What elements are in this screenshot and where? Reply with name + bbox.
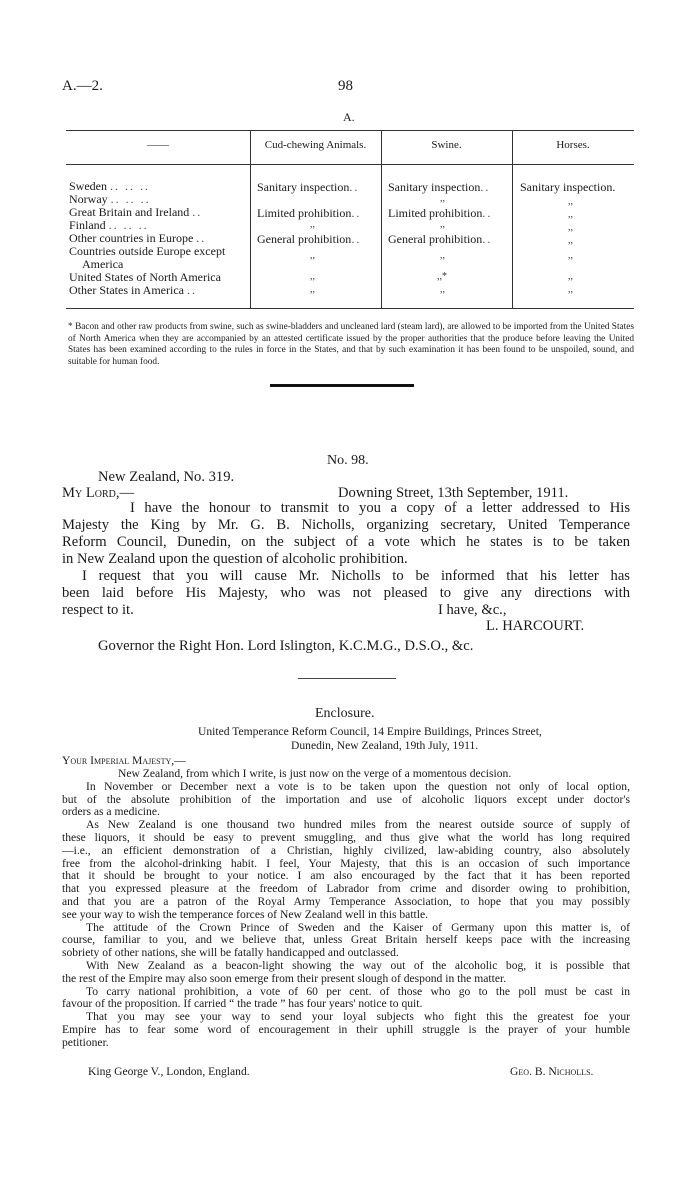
letter-closing: I have, &c., [438, 602, 507, 618]
enclosure-line: and that you are a patron of the Royal Army Temperance Association, to hope that you may possibly [62, 894, 630, 908]
enclosure-line: favour of the proposition. If carried “ the trade ” has four years' notice to quit. [62, 997, 423, 1011]
enclosure-line: New Zealand, from which I write, is just now on the verge of a momentous decision. [118, 767, 512, 780]
enclosure-line: petitioner. [62, 1035, 109, 1049]
enclosure-address: Dunedin, New Zealand, 19th July, 1911. [291, 739, 479, 752]
table-cell-cud: ,, [310, 284, 315, 295]
letter-text-line: Majesty the King by Mr. G. B. Nicholls, organizing secretary, United Temperance [62, 517, 630, 533]
table-cell-swine: ,,* [437, 271, 447, 282]
table-cell-cud: ,, [310, 271, 315, 282]
table-cell-horses: ,, [568, 250, 573, 261]
table-top-rule [66, 130, 634, 131]
table-cell-horses: ,, [568, 271, 573, 282]
letter-reference: New Zealand, No. 319. [98, 469, 235, 485]
enclosure-salutation: Your Imperial Majesty,— [62, 754, 186, 767]
table-cell-swine: ,, [440, 219, 445, 230]
table-cell-swine: Sanitary inspection.. [388, 180, 491, 194]
enclosure-line: With New Zealand as a beacon-light showing the way out of the alcoholic bog, it is possible that [86, 958, 630, 972]
letter-text-line: in New Zealand upon the question of alcoholic prohibition. [62, 551, 408, 567]
table-row-label: Norway .. .. .. [69, 192, 151, 206]
table-cell-cud: ,, [310, 219, 315, 230]
enclosure-line: free from the alcohol-drinking habit. I feel, Your Majesty, that this is an occasion of such importance [62, 856, 630, 870]
table-row-label: Other States in America .. [69, 283, 197, 297]
document-reference: A.—2. [62, 78, 103, 94]
section-divider [270, 384, 414, 387]
table-cell-cud: ,, [310, 250, 315, 261]
enclosure-line: That you may see your way to send your loyal subjects who fight this the greatest foe your [86, 1010, 630, 1024]
letter-number: No. 98. [327, 453, 369, 468]
letter-text-line: been laid before His Majesty, who was not pleased to give any directions with [62, 585, 630, 601]
enclosure-line: sobriety of other nations, she will be fatally handicapped and outclassed. [62, 946, 399, 960]
table-cell-swine: General prohibition.. [388, 232, 493, 246]
table-cell-cud: General prohibition.. [257, 232, 362, 246]
letter-text-line: respect to it. [62, 602, 134, 618]
table-header-horses: Horses. [556, 139, 590, 151]
table-cell-horses: ,, [568, 196, 573, 207]
table-header-cud-chewing: Cud-chewing Animals. [264, 139, 367, 151]
enclosure-line: The attitude of the Crown Prince of Sweden and the Kaiser of Germany upon this matter is, of [86, 920, 630, 934]
enclosure-line: see your way to wish the temperance forces of New Zealand well in this battle. [62, 907, 429, 921]
table-column-divider [250, 130, 251, 308]
letter-place-date: Downing Street, 13th September, 1911. [338, 485, 569, 501]
table-cell-horses: ,, [568, 235, 573, 246]
table-cell-cud: Sanitary inspection.. [257, 180, 360, 194]
enclosure-signature: Geo. B. Nicholls. [510, 1065, 594, 1078]
enclosure-line: but of the absolute prohibition of the importation and use of alcoholic liquors except under doctor's [62, 792, 630, 806]
table-cell-horses: ,, [568, 222, 573, 233]
enclosure-line: orders as a medicine. [62, 805, 160, 819]
table-cell-horses: ,, [568, 209, 573, 220]
table-cell-horses: Sanitary inspection. [520, 180, 616, 194]
table-row-label: Countries outside Europe except [69, 244, 226, 258]
table-row-label-continued: America [82, 257, 124, 271]
enclosure-line: —i.e., an efficient demonstration of a Christian, highly civilized, law-abiding country, also absolutely [62, 843, 630, 857]
table-bottom-rule [66, 308, 634, 309]
table-cell-horses: ,, [568, 284, 573, 295]
page-number: 98 [338, 78, 353, 94]
table-row-label: Finland .. .. .. [69, 218, 149, 232]
enclosure-recipient: King George V., London, England. [88, 1065, 250, 1078]
letter-text-line: I request that you will cause Mr. Nicholls to be informed that his letter has [82, 568, 630, 584]
table-column-divider [381, 130, 382, 308]
enclosure-line: Empire has to fear some word of encouragement in their uphill struggle is the prayer of your humble [62, 1022, 630, 1036]
enclosure-address: United Temperance Reform Council, 14 Empire Buildings, Princes Street, [198, 725, 542, 738]
enclosure-line: To carry national prohibition, a vote of 60 per cent. of those who go to the poll must be cast in [86, 984, 630, 998]
letter-salutation: My Lord,— [62, 485, 135, 501]
table-cell-swine: Limited prohibition.. [388, 206, 493, 220]
letter-text-line: Reform Council, Dunedin, on the subject of a vote which he states is to be taken [62, 534, 630, 550]
letter-text-line: I have the honour to transmit to you a copy of a letter addressed to His [130, 500, 630, 516]
enclosure-line: course, familiar to you, and we believe that, unless Great Britain herself keeps pace with the increasing [62, 933, 630, 947]
table-row-label: United States of North America [69, 270, 221, 284]
table-row-label: Great Britain and Ireland .. [69, 205, 203, 219]
enclosure-line: that it should be brought to your notice. I am also encouraged by the fact that it has been reported [62, 869, 630, 883]
enclosure-line: In November or December next a vote is to be taken upon the question not only of local option, [86, 779, 630, 793]
enclosure-line: that you expressed pleasure at the freedom of Labrador from crime and disorder owing to prohibition, [62, 882, 630, 896]
table-row-label: Sweden .. .. .. [69, 179, 150, 193]
enclosure-line: the rest of the Empire may also soon emerge from their present slough of despond in the matter. [62, 971, 507, 985]
enclosure-line: these liquors, it should be easy to prevent smuggling, and thus give what the world has long required [62, 830, 630, 844]
table-row-label: Other countries in Europe .. [69, 231, 207, 245]
table-column-divider [512, 130, 513, 308]
letter-signature: L. HARCOURT. [486, 618, 585, 634]
table-footnote: * Bacon and other raw products from swine, such as swine-bladders and uncleaned lard (steam lard), are allowed to be imported from the United States of North America when they are accompanied by an attested certificate issued by the proper authorities that the produce before leaving the United States has been examined according to the rules in force in the States, and that by such examination it has been found to be unspoiled, sound, and suitable for human food. [68, 322, 634, 367]
enclosure-title: Enclosure. [315, 706, 375, 721]
table-header-rule [66, 164, 634, 165]
letter-addressee: Governor the Right Hon. Lord Islington, K.C.M.G., D.S.O., &c. [98, 638, 474, 654]
section-label: A. [343, 110, 355, 124]
table-cell-swine: ,, [440, 250, 445, 261]
enclosure-line: As New Zealand is one thousand two hundred miles from the nearest outside source of supply of [86, 818, 630, 832]
section-divider [298, 678, 396, 679]
table-header-country: —— [147, 139, 169, 151]
enclosure-body [62, 768, 630, 1050]
table-cell-swine: ,, [440, 284, 445, 295]
table-header-swine: Swine. [431, 139, 462, 151]
table-cell-cud: Limited prohibition.. [257, 206, 362, 220]
table-cell-swine: ,, [440, 193, 445, 204]
